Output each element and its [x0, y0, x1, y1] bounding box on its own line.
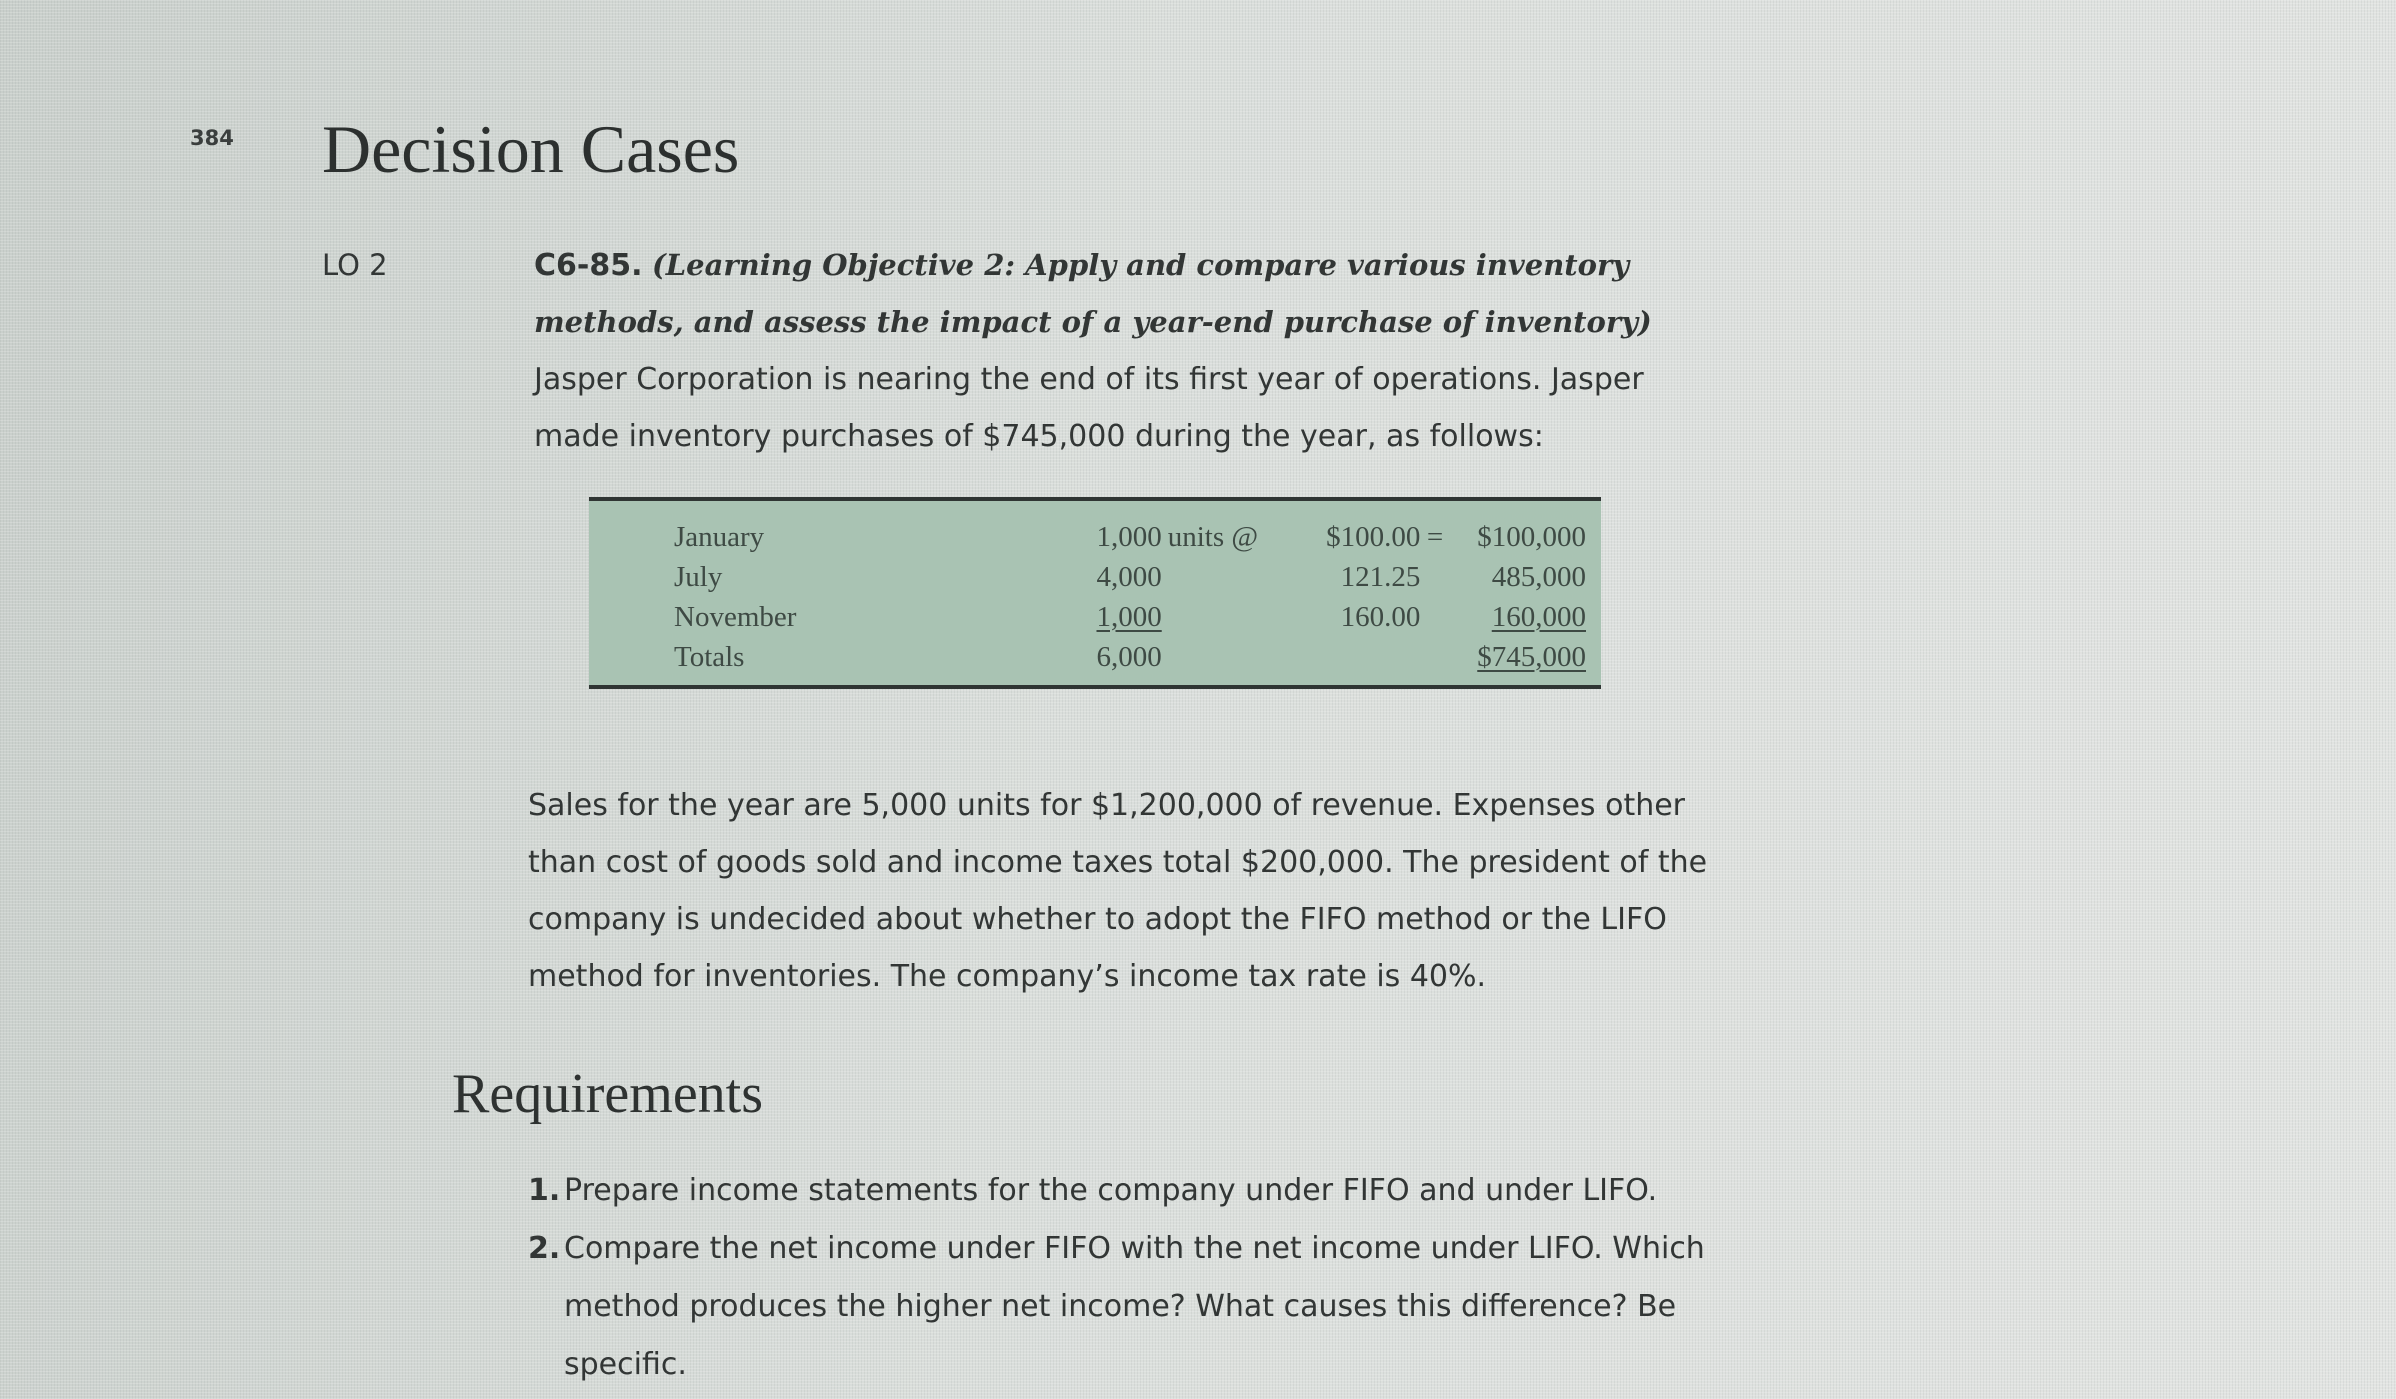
requirement-number: 1. [528, 1173, 561, 1208]
empty-cell [1296, 637, 1421, 677]
total-cost-cell: $100,000 [1477, 520, 1586, 553]
units-cell: 1,000 [1096, 520, 1162, 553]
requirement-number: 2. [528, 1231, 561, 1266]
requirements-title: Requirements [452, 1063, 764, 1125]
purchases-table [589, 497, 1601, 689]
unit-cost-cell: $100.00 [1326, 520, 1421, 553]
unit-word-cell [1162, 597, 1296, 637]
case-intro [534, 237, 1734, 465]
equals-cell: = [1426, 520, 1444, 553]
totals-amount [1450, 637, 1586, 677]
total-value: 160,000 [1491, 600, 1586, 633]
requirement-item [528, 1220, 1708, 1394]
case-text: Jasper Corporation is nearing the end of its first year of operations. Jasper made inventory purchases of $745,000 during the year, as follows: [534, 362, 1644, 454]
grand-total-value: $745,000 [1477, 640, 1586, 673]
units-cell [1065, 597, 1161, 637]
totals-row [674, 637, 1586, 677]
equals-cell [1420, 597, 1449, 637]
unit-word-cell [1162, 557, 1296, 597]
unit-cost-cell: 121.25 [1340, 560, 1421, 593]
month-cell: November [674, 600, 797, 633]
section-title: Decision Cases [322, 111, 740, 187]
table-row [674, 597, 1586, 637]
unit-word-cell: units @ [1167, 520, 1259, 553]
requirement-text: Prepare income statements for the company under FIFO and under LIFO. [564, 1173, 1658, 1208]
case-objective: (Learning Objective 2: Apply and compare various inventory methods, and assess the impact of a year-end purchase of inventory) [534, 248, 1652, 339]
units-cell: 4,000 [1096, 560, 1162, 593]
purchases-grid [674, 517, 1586, 677]
month-cell: July [674, 560, 723, 593]
month-cell: January [674, 520, 765, 553]
sales-paragraph: Sales for the year are 5,000 units for $1,200,000 of revenue. Expenses other than cost of goods sold and income taxes total $200,000. The president of the company is undecided about whether to adopt the FIFO method or the LIFO method for inventories. The company’s income tax rate is 40%. [528, 788, 1708, 994]
totals-label: Totals [674, 640, 745, 673]
case-id: C6-85. [534, 248, 643, 283]
unit-cost-cell: 160.00 [1340, 600, 1421, 633]
totals-units: 6,000 [1096, 640, 1162, 673]
total-cost-cell: 485,000 [1491, 560, 1586, 593]
requirement-item [528, 1162, 1708, 1220]
requirements-list [528, 1162, 1708, 1394]
equals-cell [1420, 557, 1449, 597]
units-value: 1,000 [1096, 600, 1162, 633]
learning-objective-tag: LO 2 [322, 248, 388, 282]
empty-cell [1420, 637, 1449, 677]
table-row [674, 557, 1586, 597]
table-row [674, 517, 1586, 557]
page-number: 384 [190, 126, 234, 150]
empty-cell [1162, 637, 1296, 677]
total-cost-cell [1450, 597, 1586, 637]
requirement-text: Compare the net income under FIFO with the net income under LIFO. Which method produces the higher net income? What causes this difference? Be specific. [564, 1231, 1705, 1382]
